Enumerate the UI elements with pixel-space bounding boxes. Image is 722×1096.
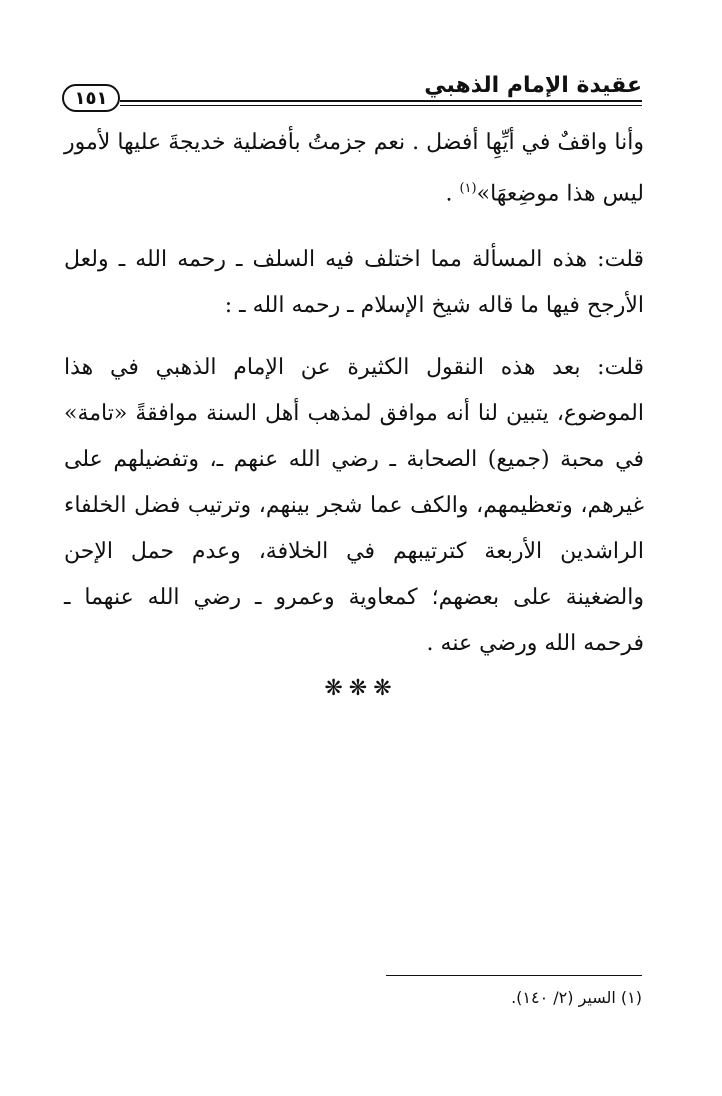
paragraph-1-text: وأنا واقفٌ في أيِّهِا أفضل . نعم جزمتُ بأفضلية خديجةَ عليها لأمور ليس هذا موضِعهَا» xyxy=(64,130,644,207)
section-separator-ornament: ❋❋❋ xyxy=(324,676,398,701)
page-body xyxy=(64,120,644,683)
paragraph-2: قلت: هذه المسألة مما اختلف فيه السلف ـ رحمه الله ـ ولعل الأرجح فيها ما قاله شيخ الإسلام ـ رحمه الله ـ : xyxy=(64,247,644,319)
footnote: (١) السير (٢/ ١٤٠). xyxy=(511,988,642,1007)
book-title: عقيدة الإمام الذهبي xyxy=(424,73,642,98)
paragraph-1 xyxy=(64,120,644,217)
header-rule xyxy=(120,100,642,102)
footnote-ref: (١) xyxy=(459,181,477,196)
paragraph-3: قلت: بعد هذه النقول الكثيرة عن الإمام الذهبي في هذا الموضوع، يتبين لنا أنه موافق لمذهب أهل السنة موافقةً «تامة» في محبة (جميع) الصحابة ـ رضي الله عنهم ـ، وتفضيلهم على غيرهم، وتعظيمهم، والكف عما شجر بينهم، وترتيب فضل الخلفاء الراشدين الأربعة كترتيبهم في الخلافة، وعدم حمل الإحن والضغينة على بعضهم؛ كمعاوية وعمرو ـ رضي الله عنهما ـ فرحمه الله ورضي عنه . xyxy=(64,355,644,657)
paragraph-1-tail: . xyxy=(445,181,460,207)
header-rule-thin xyxy=(120,105,642,106)
page-number: ١٥١ xyxy=(62,84,120,112)
footnote-rule xyxy=(386,975,642,976)
running-header xyxy=(62,70,642,110)
